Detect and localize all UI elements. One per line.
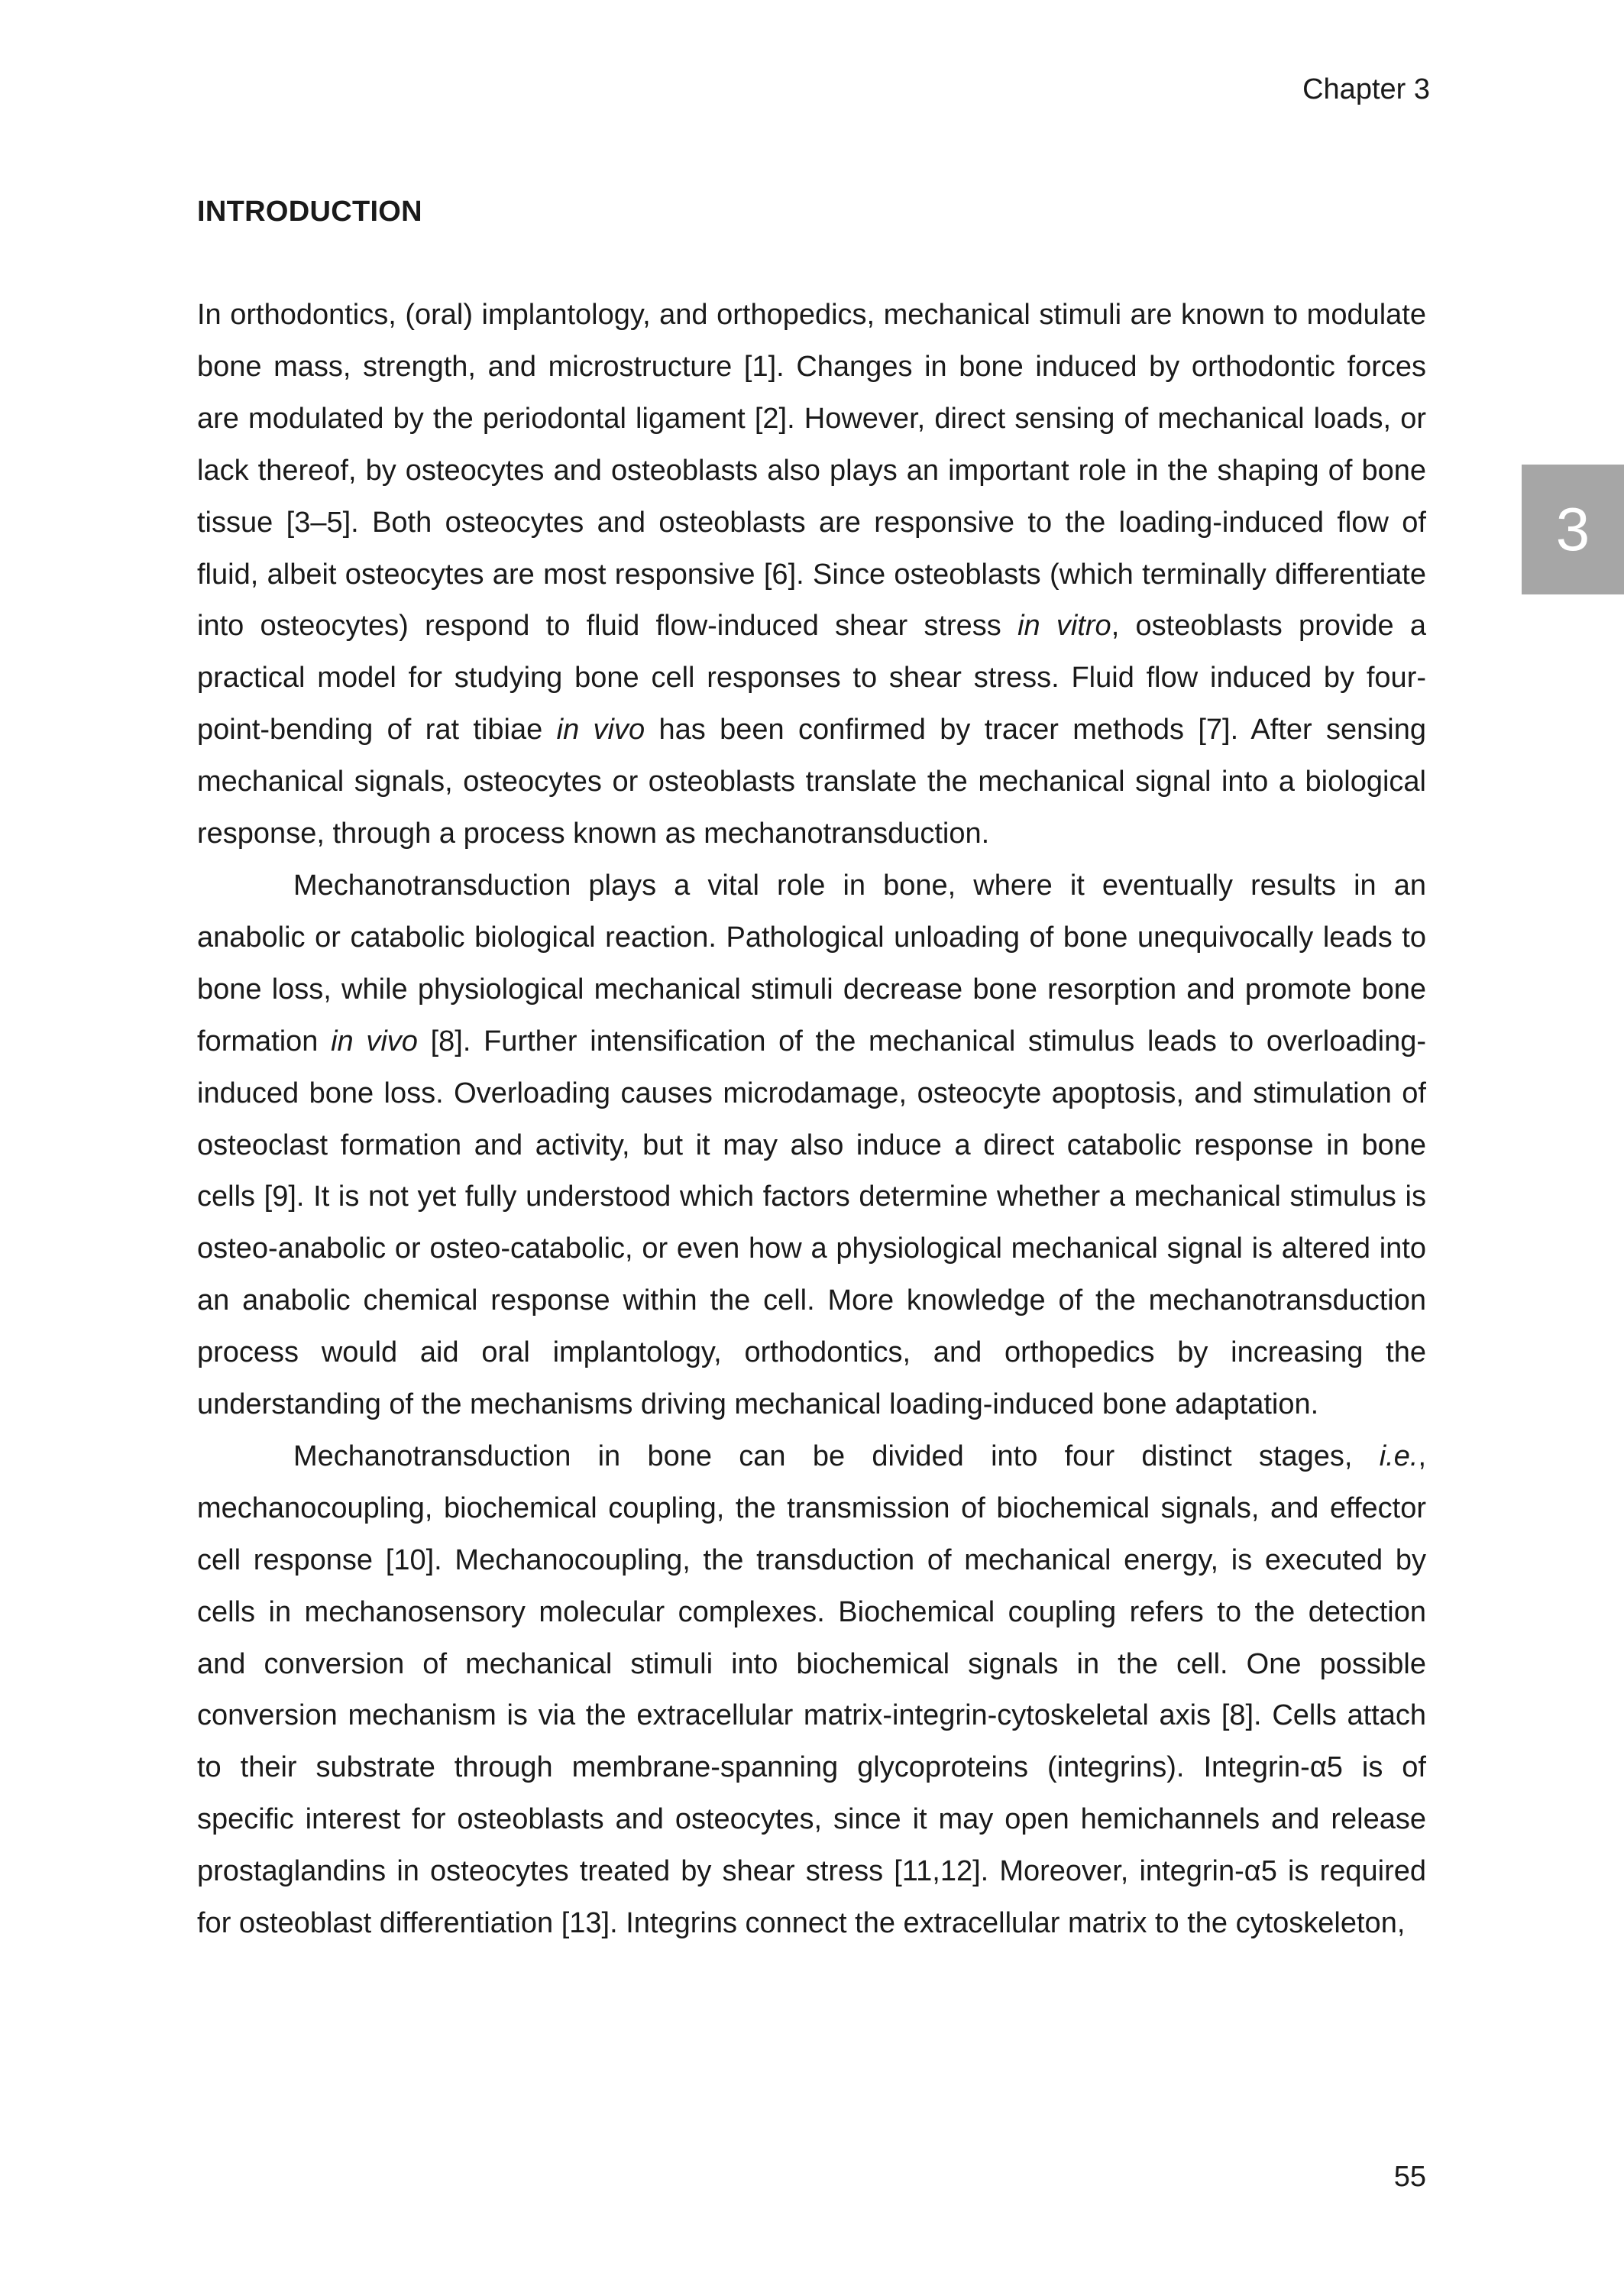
paragraph-2 — [197, 860, 1426, 1431]
text-run: has been confirmed by tracer methods [7]. After sensing mechanical signals, osteocytes or osteoblasts translate the mechanical signal into a biological response, through a process known as mechanotransduction. — [197, 714, 1426, 850]
text-run: , mechanocoupling, biochemical coupling, the transmission of biochemical signals, and effector cell response [10]. Mechanocoupling, the transduction of mechanical energy, is executed by cells in mechanosensory molecular complexes. Biochemical coupling refers to the detection and conversion of mechanical stimuli into biochemical signals in the cell. One possible conversion mechanism is via the extracellular matrix-integrin-cytoskeletal axis [8]. Cells attach to their substrate through membrane-spanning glycoproteins (integrins). Integrin-α5 is of specific interest for osteoblasts and osteocytes, since it may open hemichannels and release prostaglandins in osteocytes treated by shear stress [11,12]. Moreover, integrin-α5 is required for osteoblast differentiation [13]. Integrins connect the extracellular matrix to the cytoskeleton, — [197, 1440, 1426, 1940]
chapter-tab-number: 3 — [1555, 495, 1590, 563]
text-run: , osteoblasts provide a practical model for studying bone cell responses to shear stress. Fluid flow induced by four-point-bending of rat tibiae — [197, 610, 1426, 747]
text-run: In orthodontics, (oral) implantology, and orthopedics, mechanical stimuli are known to modulate bone mass, strength, and microstructure [1]. Changes in bone induced by orthodontic forces are modulated by the periodontal ligament [2]. However, direct sensing of mechanical loads, or lack thereof, by osteocytes and osteoblasts also plays an important role in the shaping of bone tissue [3–5]. Both osteocytes and osteoblasts are responsive to the loading-induced flow of fluid, albeit osteocytes are most responsive [6]. Since osteoblasts (which terminally differentiate into osteocytes) respond to fluid flow-induced shear stress — [197, 299, 1426, 643]
paragraph-1 — [197, 290, 1426, 860]
italic-term: in vivo — [556, 714, 645, 747]
section-heading: INTRODUCTION — [197, 196, 422, 228]
page-number: 55 — [1393, 2161, 1426, 2193]
italic-term: in vitro — [1017, 610, 1111, 643]
text-run: [8]. Further intensification of the mechanical stimulus leads to overloading-induced bone loss. Overloading causes microdamage, osteocyte apoptosis, and stimulation of osteoclast formation and activity, but it may also induce a direct catabolic response in bone cells [9]. It is not yet fully understood which factors determine whether a mechanical stimulus is osteo-anabolic or osteo-catabolic, or even how a physiological mechanical signal is altered into an anabolic chemical response within the cell. More knowledge of the mechanotransduction process would aid oral implantology, orthodontics, and orthopedics by increasing the understanding of the mechanisms driving mechanical loading-induced bone adaptation. — [197, 1025, 1426, 1421]
paragraph-3 — [197, 1431, 1426, 1950]
chapter-thumb-tab — [1522, 465, 1624, 594]
italic-term: i.e. — [1379, 1440, 1419, 1472]
text-run: Mechanotransduction in bone can be divided into four distinct stages, — [293, 1440, 1380, 1472]
text-run: Mechanotransduction plays a vital role in bone, where it eventually results in an anabolic or catabolic biological reaction. Pathological unloading of bone unequivocally leads to bone loss, while physiological mechanical stimuli decrease bone resorption and promote bone formation — [197, 869, 1426, 1057]
body-text — [197, 290, 1426, 1950]
italic-term: in vivo — [331, 1025, 418, 1057]
running-header: Chapter 3 — [1302, 73, 1430, 105]
